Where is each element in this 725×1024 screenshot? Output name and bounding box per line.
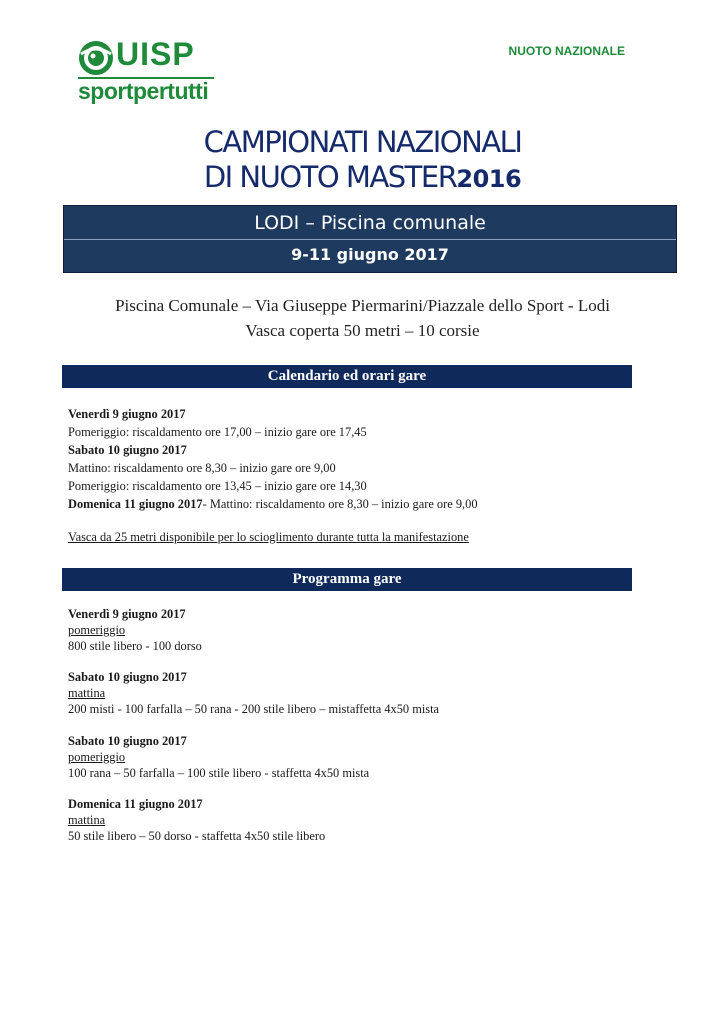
title-year: 2016 [456,165,522,193]
program-session-4-day: Domenica 11 giugno 2017 [68,797,203,811]
title-line-2-text: DI NUOTO MASTER [203,160,457,194]
venue-address: Piscina Comunale – Via Giuseppe Piermarini/Piazzale dello Sport - Lodi [115,296,610,315]
warmup-note: Vasca da 25 metri disponibile per lo scioglimento durante tutta la manifestazione [68,530,469,544]
calendar-friday-afternoon: Pomeriggio: riscaldamento ore 17,00 – inizio gare ore 17,45 [68,425,367,439]
program-session-2-period: mattina [68,686,106,700]
program-session-1-events: 800 stile libero - 100 dorso [68,639,202,653]
calendar-saturday-afternoon: Pomeriggio: riscaldamento ore 13,45 – inizio gare ore 14,30 [68,479,367,493]
venue-pool: Vasca coperta 50 metri – 10 corsie [245,321,480,340]
program-session-3-day: Sabato 10 giugno 2017 [68,734,187,748]
program-session-1-day: Venerdì 9 giugno 2017 [68,607,186,621]
program-session-1-period: pomeriggio [68,623,126,637]
banner-divider [64,239,676,240]
calendar-sunday-morning: - Mattino: riscaldamento ore 8,30 – inizio gare ore 9,00 [202,497,478,511]
calendar-sunday-day: Domenica 11 giugno 2017 [68,497,203,511]
title-line-1: CAMPIONATI NAZIONALI [203,125,522,159]
section-label: NUOTO NAZIONALE [508,44,625,58]
event-banner [63,205,677,273]
banner-dates: 9-11 giugno 2017 [291,245,449,264]
program-heading: Programma gare [62,568,632,591]
program-session-2-day: Sabato 10 giugno 2017 [68,670,187,684]
uisp-logo [78,38,218,112]
program-session-4-events: 50 stile libero – 50 dorso - staffetta 4x50 stile libero [68,829,326,843]
program-session-4-period: mattina [68,813,106,827]
logo-tagline-text: sportpertutti [78,78,209,104]
swimmer-logo-icon [78,40,114,76]
calendar-sunday-row [68,497,478,512]
banner-location: LODI – Piscina comunale [254,212,486,234]
program-session-2-events: 200 misti - 100 farfalla – 50 rana - 200 stile libero – mistaffetta 4x50 mista [68,702,440,716]
calendar-friday-day: Venerdì 9 giugno 2017 [68,407,186,421]
program-session-3-period: pomeriggio [68,750,126,764]
program-session-3-events: 100 rana – 50 farfalla – 100 stile libero - staffetta 4x50 mista [68,766,370,780]
logo-brand-text: UISP [116,36,195,72]
calendar-saturday-day: Sabato 10 giugno 2017 [68,443,187,457]
calendar-heading: Calendario ed orari gare [62,365,632,388]
title-line-2 [0,160,725,194]
calendar-saturday-morning: Mattino: riscaldamento ore 8,30 – inizio gare ore 9,00 [68,461,336,475]
